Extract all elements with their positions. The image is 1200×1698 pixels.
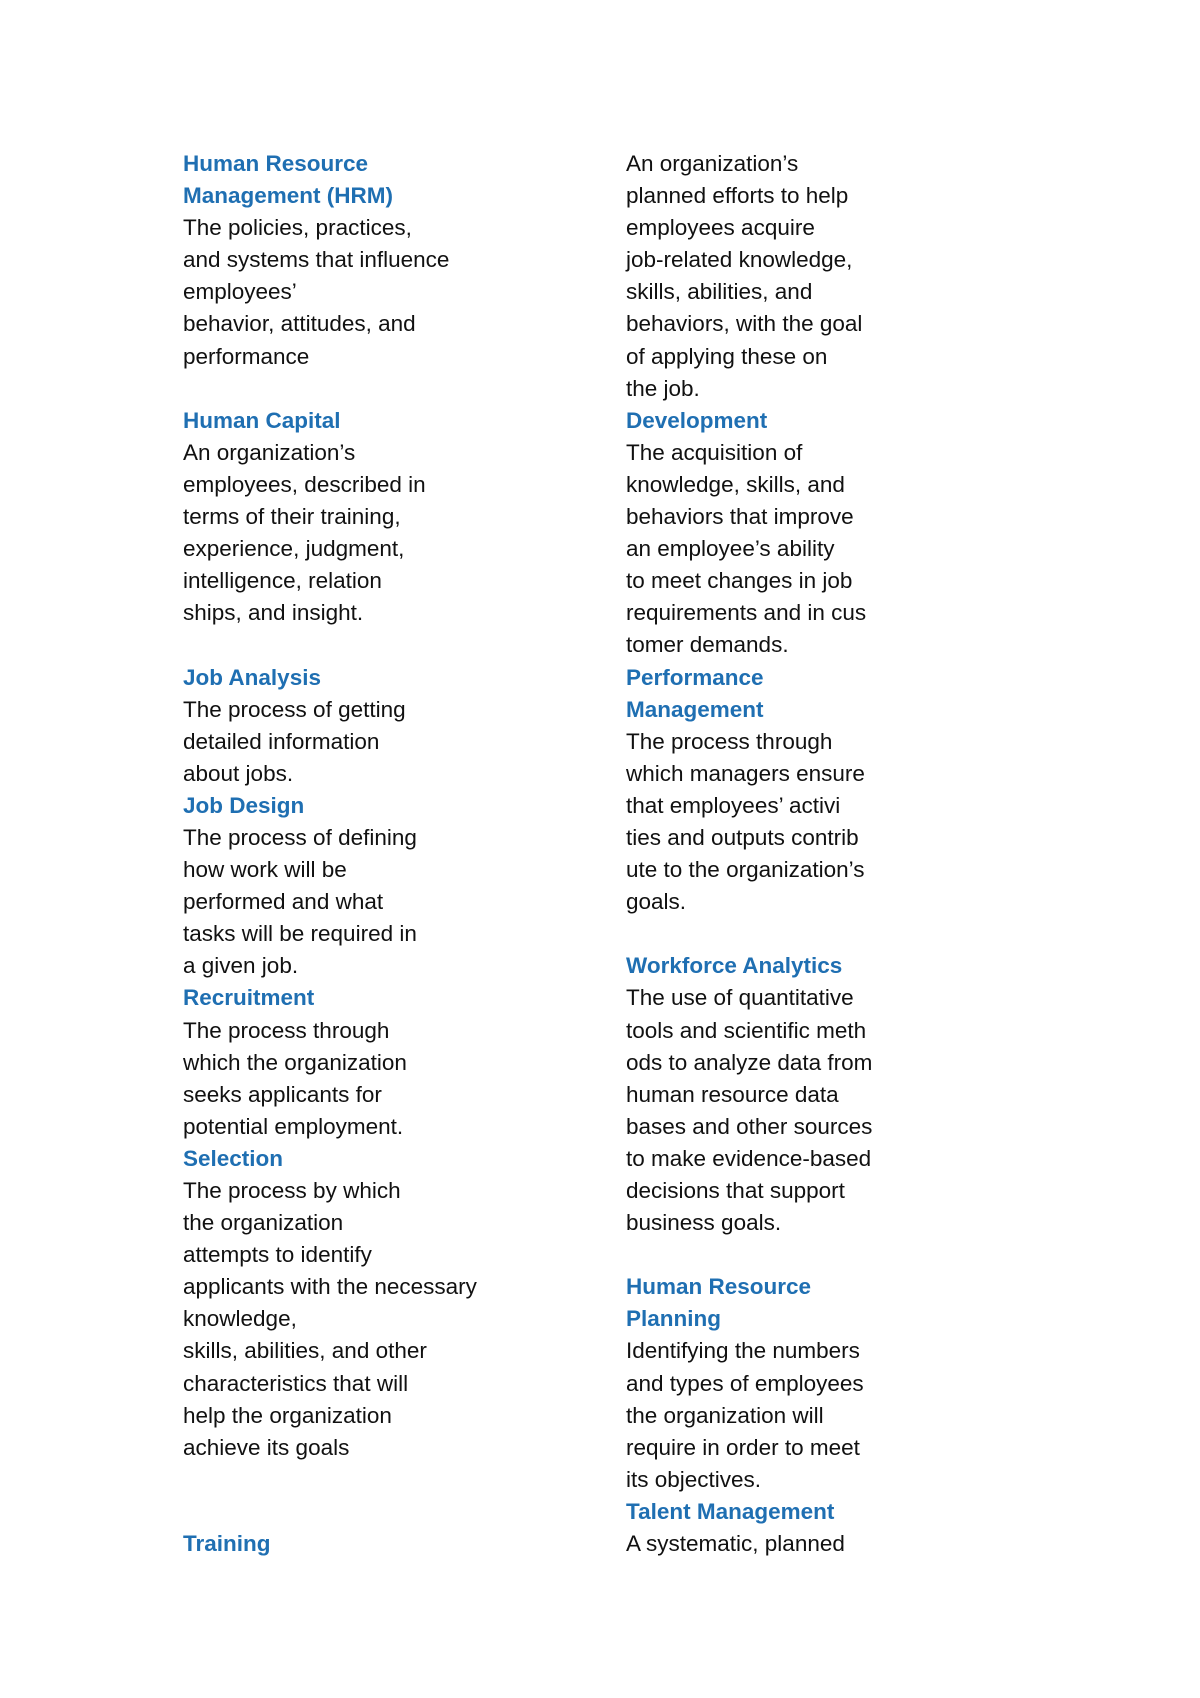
term-title: Human Resource <box>183 151 369 176</box>
term-definition-line: skills, abilities, and other <box>183 1338 427 1364</box>
term-definition-line: bases and other sources <box>626 1113 873 1139</box>
term-definition-line: tomer demands. <box>626 632 789 658</box>
term-definition-line: The process through <box>626 728 833 754</box>
term-definition-line: tasks will be required in <box>183 921 417 947</box>
term-definition-line: planned efforts to help <box>626 183 849 209</box>
term-definition-line: An organization’s <box>626 151 799 176</box>
term-definition-line: ute to the organization’s <box>626 857 865 883</box>
glossary-entry-workforce-analytics <box>626 950 986 1239</box>
glossary-entry-training <box>183 1528 543 1560</box>
term-title: Human Capital <box>183 407 341 433</box>
term-definition-line: performance <box>183 343 310 369</box>
term-definition-line: The process by which <box>183 1178 401 1203</box>
term-definition-line: performed and what <box>183 889 384 915</box>
term-definition-line: business goals. <box>626 1210 782 1236</box>
term-definition-line: to meet changes in job <box>626 568 853 594</box>
term-definition-line: behaviors that improve <box>626 504 854 530</box>
term-definition-line: job-related knowledge, <box>626 247 853 273</box>
term-definition-line: employees acquire <box>626 215 815 241</box>
term-title: Training <box>183 1531 271 1557</box>
term-definition-line: requirements and in cus <box>626 600 867 626</box>
term-definition-line: A systematic, planned <box>626 1531 845 1557</box>
term-title: Recruitment <box>183 985 315 1011</box>
term-definition-line: goals. <box>626 889 687 915</box>
term-definition-line: the organization <box>183 1210 344 1236</box>
term-definition-line: The policies, practices, <box>183 215 412 241</box>
glossary-entry-selection <box>183 1143 543 1464</box>
term-definition-line: The process of defining <box>183 824 417 850</box>
term-title: Management (HRM) <box>183 183 394 209</box>
term-definition-line: which managers ensure <box>626 760 865 786</box>
term-definition-line: and types of employees <box>626 1370 864 1396</box>
term-definition-line: skills, abilities, and <box>626 279 813 305</box>
term-definition-line: help the organization <box>183 1402 392 1428</box>
term-definition-line: The acquisition of <box>626 439 803 465</box>
glossary-entry-talent-management <box>626 1496 986 1560</box>
term-title: Performance <box>626 664 764 690</box>
term-definition-line: its objectives. <box>626 1466 762 1492</box>
term-definition-line: potential employment. <box>183 1113 404 1139</box>
term-title: Job Analysis <box>183 664 321 690</box>
term-definition-line: Identifying the numbers <box>626 1338 860 1364</box>
term-title: Workforce Analytics <box>626 953 843 979</box>
term-definition-line: employees’ <box>183 279 297 305</box>
term-definition-line: applicants with the necessary <box>183 1274 477 1300</box>
term-definition-line: ods to analyze data from <box>626 1049 873 1075</box>
term-definition-line: detailed information <box>183 728 380 754</box>
term-definition-line: seeks applicants for <box>183 1081 382 1107</box>
glossary-entry-job-design <box>183 790 543 983</box>
blank-line <box>183 1464 543 1528</box>
term-definition-line: experience, judgment, <box>183 536 405 562</box>
term-definition-line: to make evidence-based <box>626 1145 872 1171</box>
term-definition-line: a given job. <box>183 953 299 979</box>
term-definition-line: The process of getting <box>183 696 406 722</box>
term-definition-line: the organization will <box>626 1402 824 1428</box>
blank-line <box>183 373 543 405</box>
term-title: Development <box>626 407 768 433</box>
term-definition-line: An organization’s <box>183 439 356 465</box>
term-title: Selection <box>183 1145 284 1171</box>
term-definition-line: characteristics that will <box>183 1370 409 1396</box>
term-definition-line: about jobs. <box>183 760 294 786</box>
term-definition-line: require in order to meet <box>626 1434 860 1460</box>
term-definition-line: The process through <box>183 1017 390 1043</box>
glossary-entry-job-analysis <box>183 662 543 790</box>
term-definition-line: knowledge, <box>183 1306 297 1332</box>
term-definition-line: an employee’s ability <box>626 536 835 562</box>
term-definition-line: tools and scientific meth <box>626 1017 867 1043</box>
left-column <box>183 148 543 1560</box>
term-definition-line: employees, described in <box>183 471 426 497</box>
term-definition-line: ties and outputs contrib <box>626 824 859 850</box>
term-title: Talent Management <box>626 1498 835 1524</box>
term-definition-line: behavior, attitudes, and <box>183 311 416 337</box>
term-definition-line: human resource data <box>626 1081 839 1107</box>
term-definition-line: which the organization <box>183 1049 407 1075</box>
glossary-entry-training-definition <box>626 148 986 405</box>
glossary-entry-hrm <box>183 148 543 373</box>
glossary-entry-human-capital <box>183 405 543 630</box>
glossary-entry-hr-planning <box>626 1271 986 1496</box>
glossary-entry-recruitment <box>183 982 543 1142</box>
term-title: Management <box>626 696 764 722</box>
term-title: Job Design <box>183 792 305 818</box>
term-definition-line: The use of quantitative <box>626 985 854 1011</box>
term-definition-line: attempts to identify <box>183 1242 372 1268</box>
term-definition-line: and systems that influence <box>183 247 450 273</box>
term-title: Human Resource <box>626 1274 812 1300</box>
term-definition-line: the job. <box>626 375 700 401</box>
term-definition-line: how work will be <box>183 857 347 883</box>
term-title: Planning <box>626 1306 721 1332</box>
glossary-entry-performance-management <box>626 662 986 919</box>
term-definition-line: of applying these on <box>626 343 828 369</box>
right-column <box>626 148 986 1560</box>
term-definition-line: that employees’ activi <box>626 792 841 818</box>
blank-line <box>626 918 986 950</box>
blank-line <box>626 1239 986 1271</box>
term-definition-line: decisions that support <box>626 1178 845 1203</box>
blank-line <box>183 629 543 661</box>
term-definition-line: knowledge, skills, and <box>626 471 845 497</box>
term-definition-line: achieve its goals <box>183 1434 350 1460</box>
glossary-entry-development <box>626 405 986 662</box>
term-definition-line: intelligence, relation <box>183 568 382 594</box>
term-definition-line: ships, and insight. <box>183 600 364 626</box>
term-definition-line: behaviors, with the goal <box>626 311 863 337</box>
term-definition-line: terms of their training, <box>183 504 401 530</box>
